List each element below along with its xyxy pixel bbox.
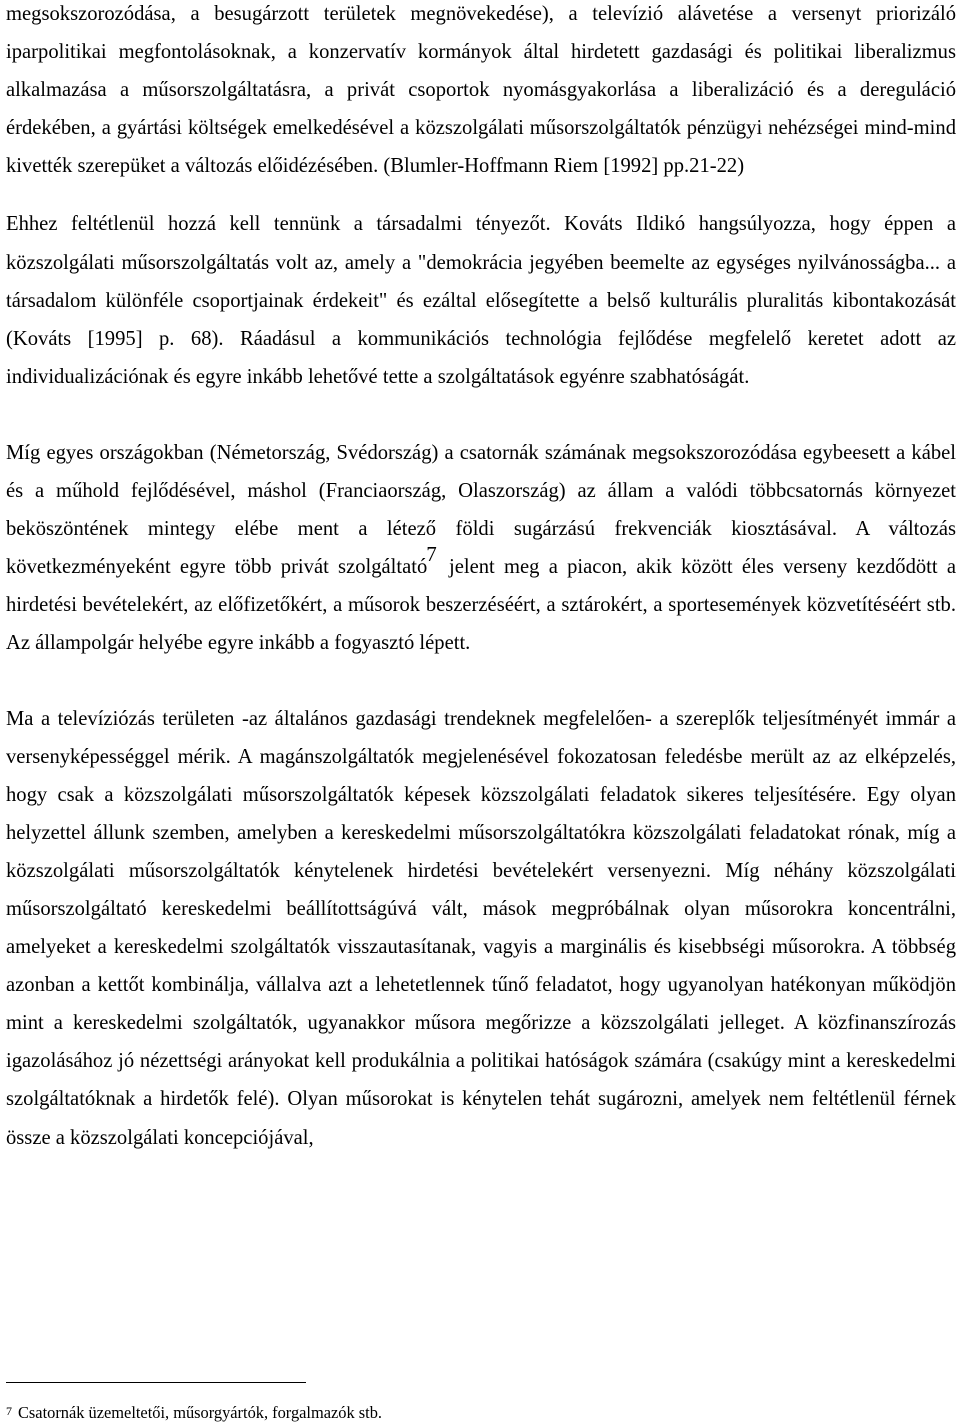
document-page — [6, 0, 956, 1157]
paragraph-3 — [6, 434, 956, 663]
footnote-mark: 7 — [6, 1404, 12, 1418]
paragraph-3-text-before-note: Míg egyes országokban (Németország, Svédország) a csatornák számának megsokszorozódása egybeesett a kábel és a műhold fejlődésével, máshol (Franciaország, Olaszország) az állam a valódi többcsatornás környezet beköszöntének mintegy elébe ment a létező földi sugárzású frekvenciák kiosztásával. A változás következményeként egyre több privát szolgáltató — [6, 441, 956, 579]
paragraph-1: megsokszorozódása, a besugárzott területek megnövekedése), a televízió alávetése a versenyt priorizáló iparpolitikai megfontolásoknak, a konzervatív kormányok által hirdetett gazdasági és politikai liberalizmus alkalmazása a műsorszolgáltatásra, a privát csoportok nyomásgyakorlása a liberalizáció és a dereguláció érdekében, a gyártási költségek emelkedésével a közszolgálati műsorszolgáltatók pénzügyi nehézségei mind-mind kivették szerepüket a változás előidézésében. (Blumler-Hoffmann Riem [1992] pp.21-22) — [6, 3, 956, 178]
footnote-reference: 7 — [426, 541, 437, 566]
paragraph-4: Ma a televíziózás területen -az általános gazdasági trendeknek megfelelően- a szereplők teljesítményét immár a versenyképességgel mérik. A magánszolgáltatók megjelenésével fokozatosan feledésbe merült az az elképzelés, hogy csak a közszolgálati műsorszolgáltatók képesek közszolgálati feladatok sikeres teljesítésére. Egy olyan helyzettel állunk szemben, amelyben a kereskedelmi műsorszolgáltatókra közszolgálati feladatokat rónak, míg a közszolgálati műsorszolgáltatók kénytelenek hirdetési bevételekért versenyezni. Míg néhány közszolgálati műsorszolgáltató kereskedelmi beállítottságúvá vált, mások megpróbálnak olyan műsorokra koncentrálni, amelyeket a kereskedelmi szolgáltatók visszautasítanak, vagyis a marginális és kisebbségi műsorokra. A többség azonban a kettőt kombinálja, vállalva azt a lehetetlennek tűnő feladatot, hogy ugyanolyan hatékonyan működjön mint a kereskedelmi szolgáltatók, ugyanakkor műsora megőrizze a közszolgálati jelleget. A közfinanszírozás igazolásához jó nézettségi arányokat kell produkálnia a politikai hatóságok számára (csakúgy mint a kereskedelmi szolgáltatóknak a hirdetők felé). Olyan műsorokat is kénytelen tehát sugározni, amelyek nem feltétlenül férnek össze a közszolgálati koncepciójával, — [6, 707, 956, 1149]
paragraph-2: Ehhez feltétlenül hozzá kell tennünk a társadalmi tényezőt. Kováts Ildikó hangsúlyozza, hogy éppen a közszolgálati műsorszolgáltatás volt az, amely a "demokrácia jegyében beemelte az egységes nyilvánosságba... a társadalom különféle csoportjainak érdekeit" és ezáltal elősegítette a belső kulturális pluralitás kibontakozását (Kováts [1995] p. 68). Ráadásul a kommunikációs technológia fejlődése megfelelő keretet adott az individualizációnak és egyre inkább lehetővé tette a szolgáltatások egyénre szabhatóságát. — [6, 213, 956, 388]
footnote — [6, 1402, 382, 1425]
footnote-text: Csatornák üzemeltetői, műsorgyártók, forgalmazók stb. — [18, 1403, 383, 1422]
footnote-separator — [6, 1382, 306, 1383]
paragraph-3-text-after-note: jelent meg a piacon, akik között éles verseny kezdődött a hirdetési bevételekért, az előfizetőkért, a műsorok beszerzéséért, a sztárokért, a sportesemények közvetítéséért stb. Az állampolgár helyébe egyre inkább a fogyasztó lépett. — [6, 556, 956, 655]
